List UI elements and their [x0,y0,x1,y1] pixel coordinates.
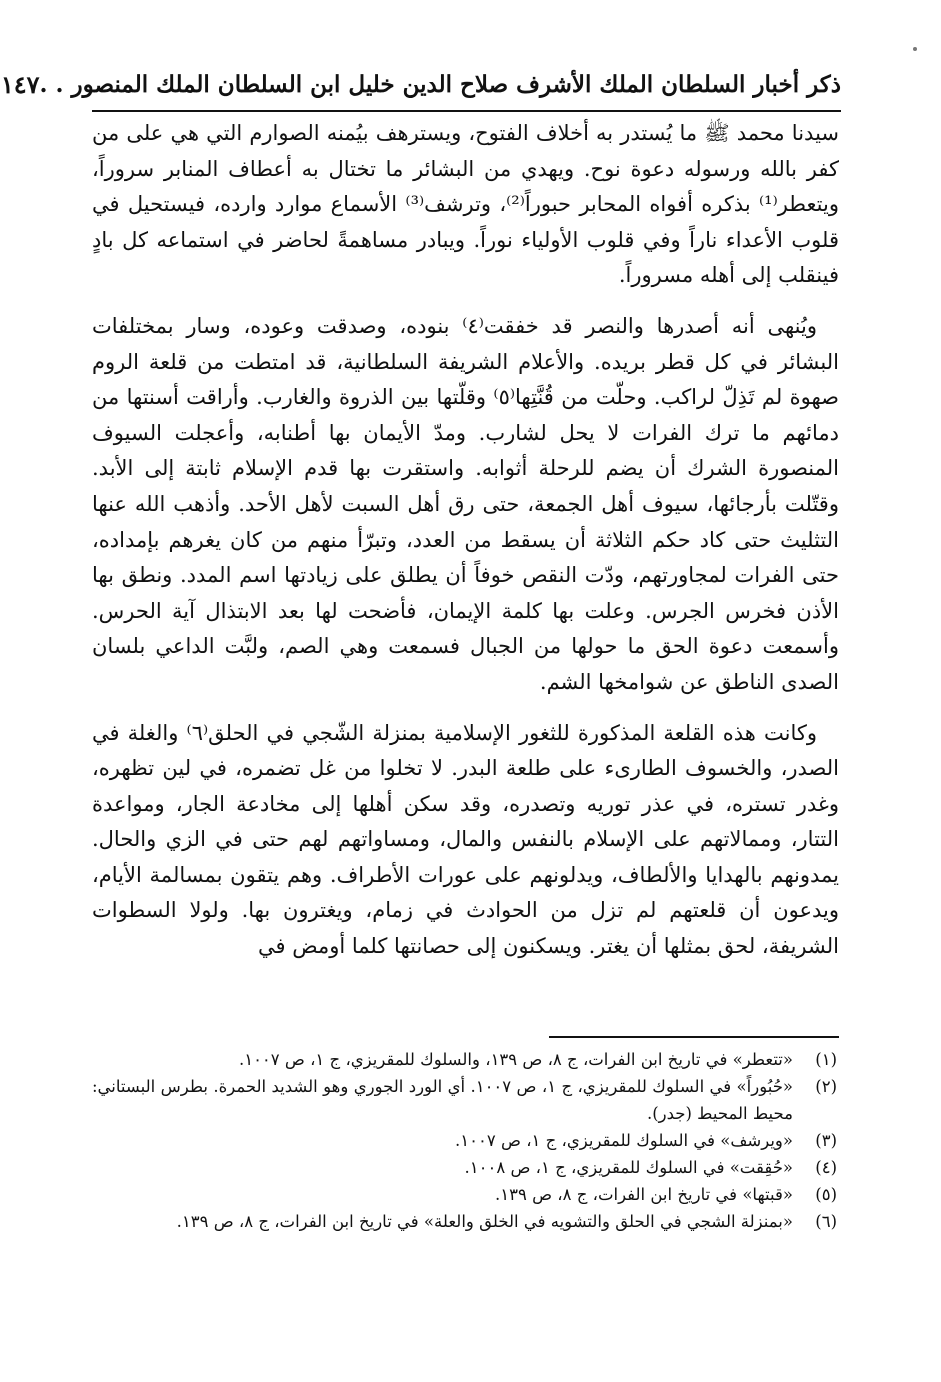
footnote-2 [92,1073,839,1127]
footnote-number: (٢) [815,1077,837,1096]
footnote-3 [92,1127,839,1154]
footnote-number: (٥) [815,1185,837,1204]
footnote-text: «حُبُوراً» في السلوك للمقريزي، ج ١، ص ١٠٠٧. أي الورد الجوري وهو الشديد الحمرة. بطرس البستاني: محيط المحيط (جدر). [92,1077,794,1123]
footnote-number: (٣) [815,1131,837,1150]
page-number: ١٤٧ [0,69,40,99]
footnote-1 [92,1046,839,1073]
footnote-number: (٤) [815,1158,837,1177]
footnote-text: «بمنزلة الشجي في الحلق والتشويه في الخلق والعلة» في تاريخ ابن الفرات، ج ٨، ص ١٣٩. [176,1212,793,1231]
paragraph-2: ويُنهى أنه أصدرها والنصر قد خفقت⁽٤⁾ بنوده، وصدقت وعوده، وسار بمختلفات البشائر في كل قطر بريده. والأعلام الشريفة السلطانية، قد امتطت من قلعة الروم صهوة لم تَذِلّ لراكب. وحلّت من قُنَّتِها⁽٥⁾ وقلّتها بين الذروة والغارب. وأراقت أسنتها من دمائهم ما ترك الفرات لا يحل لشارب. ومدّ الأيمان بها أطنابه، وأعجلت السيوف المنصورة الشرك أن يضم للرحلة أثوابه. واستقرت بها قدم الإسلام ثابتة إلى الأبد. وقتّلت بأرجائها، سيوف أهل الجمعة، حتى رق أهل السبت لأهل الأحد. وأذهب الله عنها التثليث حتى كاد حكم الثلاثة أن يسقط من العدد، وتبرّأ منهم من كان يغرهم بإمداده، حتى الفرات لمجاورتهم، ودّت النقص خوفاً أن يطلق على زيادتها اسم المدد. ونطق بها الأذن فخرس الجرس. وعلت بها كلمة الإيمان، فأضحت لها بعد الابتذال آية الحرس. وأسمعت دعوة الحق ما حولها من الجبال فسمعت وهي الصم، ولبَّت الداعي بلسان الصدى الناطق عن شوامخها الشم. [92,313,840,694]
footnote-5 [92,1181,839,1208]
footnote-text: «قبتها» في تاريخ ابن الفرات، ج ٨، ص ١٣٩. [495,1185,793,1204]
footnote-separator [549,1036,839,1038]
paragraph-3: وكانت هذه القلعة المذكورة للثغور الإسلامية بمنزلة الشّجي في الحلق⁽٦⁾ والغلة في الصدر، والخسوف الطارىء على طلعة البدر. لا تخلوا من غل تضمره، في لين تظهره، وغدر تستره، في عذر توريه وتصدره، وقد سكن أهلها إلى مخادعة الجار، ومواعدة التتار، وممالاتهم على الإسلام بالنفس والمال، ومساواتهم لهم حتى في الزي والحال. يمدونهم بالهدايا والألطاف، ويدلونهم على عورات الأطراف. وهم يتقون بمسالمة الأيام، ويدعون أن قلعتهم لم تزل من الحوادث في زمام، ويغترون بها. ولولا السطوات الشريفة، لحق بمثلها أن يغتر. ويسكنون إلى حصانتها كلما أومض في [92,720,839,959]
footnote-4 [92,1154,839,1181]
footnote-text: «تتعطر» في تاريخ ابن الفرات، ج ٨، ص ١٣٩، والسلوك للمقريزي، ج ١، ص ١٠٠٧. [238,1050,793,1069]
footnotes [92,1046,839,1235]
running-header [0,58,841,112]
footnote-text: «حُقِقت» في السلوك للمقريزي، ج ١، ص ١٠٠٨. [464,1158,793,1177]
footnote-number: (١) [815,1050,837,1069]
main-text [92,116,839,965]
paragraph-1: سيدنا محمد ﷺ ما يُستدر به أخلاف الفتوح، ويسترهف بيُمنه الصوارم التي هي على من كفر بالله ورسوله دعوة نوح. ويهدي من البشائر ما تختال به أعطاف المنابر سروراً، ويتعطر⁽¹⁾ بذكره أفواه المحابر حبوراً⁽²⁾، وترشف⁽³⁾ الأسماع موارد وارده، فيستحيل في قلوب الأعداء ناراً وفي قلوب الأولياء نوراً. ويبادر مساهمةً لحاضر في استماعه كل بادٍ فينقلب إلى أهله مسروراً. [92,121,839,288]
footnote-6 [92,1208,839,1235]
footnote-text: «ويرشف» في السلوك للمقريزي، ج ١، ص ١٠٠٧. [455,1131,793,1150]
running-header-title: ذكر أخبار السلطان الملك الأشرف صلاح الدين خليل ابن السلطان الملك المنصور . . [39,70,841,98]
scan-speck [913,47,917,51]
footnote-number: (٦) [815,1212,837,1231]
